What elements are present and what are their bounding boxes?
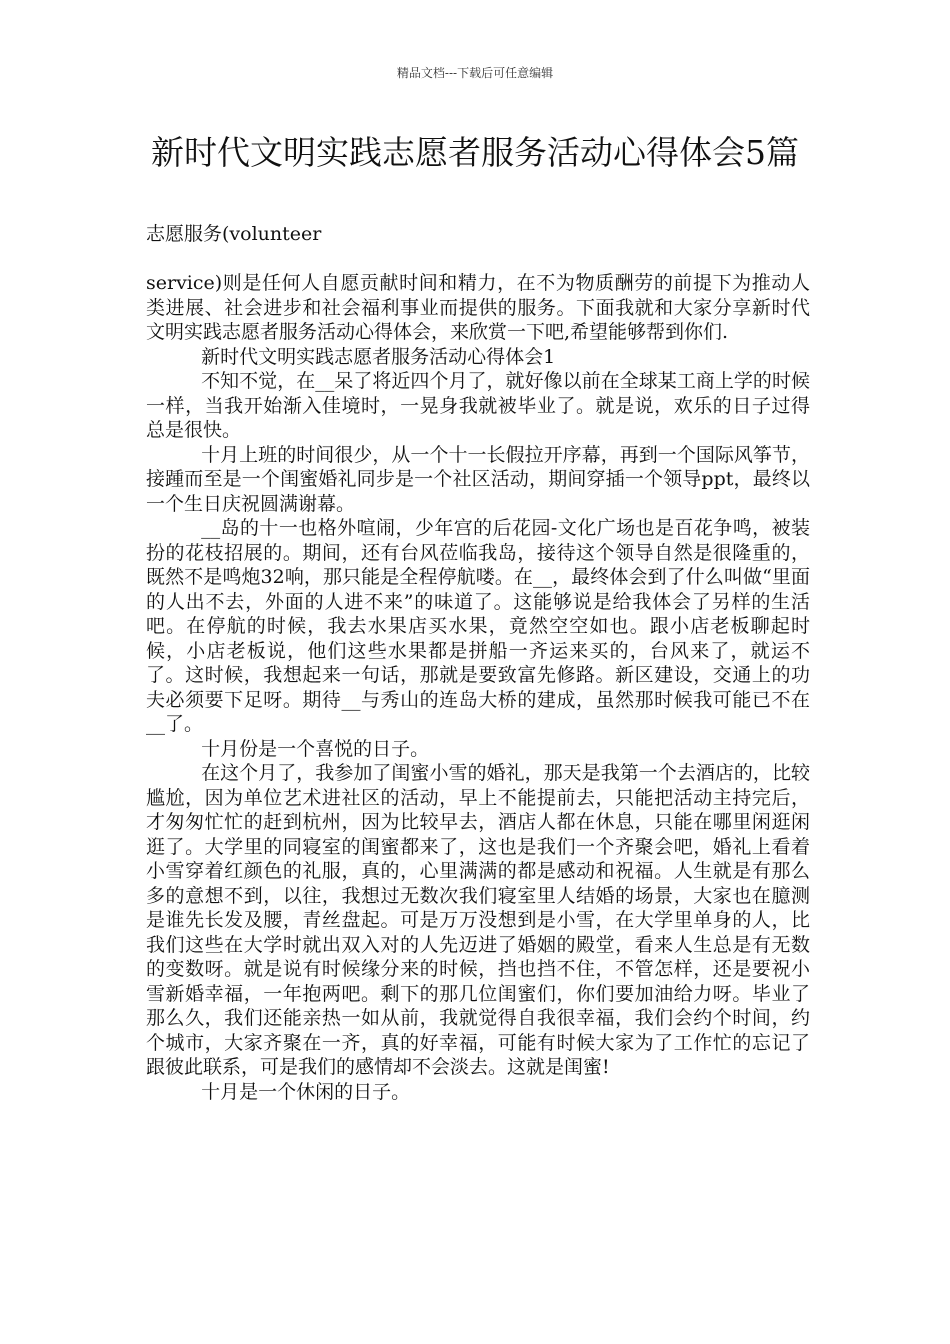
intro-heading: 志愿服务(volunteer bbox=[146, 223, 322, 245]
paragraph: 十月份是一个喜悦的日子。 bbox=[201, 737, 430, 760]
paragraph-intro: service)则是任何人自愿贡献时间和精力，在不为物质酬劳的前提下为推动人类进展、社会进步和社会福利事业而提供的服务。下面我就和大家分享新时代文明实践志愿者服务活动心得体会，来欣赏一下吧,希望能够帮到你们. bbox=[146, 272, 810, 343]
paragraph: 十月上班的时间很少，从一个十一长假拉开序幕，再到一个国际风筝节，接踵而至是一个闺蜜婚礼同步是一个社区活动，期间穿插一个领导ppt，最终以一个生日庆祝圆满谢幕。 bbox=[146, 443, 810, 515]
header-note: 精品文档---下载后可任意编辑 bbox=[396, 66, 554, 80]
section-heading: 新时代文明实践志愿者服务活动心得体会1 bbox=[201, 345, 556, 368]
paragraph: 不知不觉，在__呆了将近四个月了，就好像以前在全球某工商上学的时候一样，当我开始渐入佳境时，一晃身我就被毕业了。就是说，欢乐的日子过得总是很快。 bbox=[146, 370, 810, 441]
paragraph: 十月是一个休闲的日子。 bbox=[201, 1080, 411, 1103]
document-title: 新时代文明实践志愿者服务活动心得体会5篇 bbox=[151, 133, 799, 172]
paragraph: __岛的十一也格外喧闹，少年宫的后花园-文化广场也是百花争鸣，被装扮的花枝招展的。期间，还有台风莅临我岛，接待这个领导自然是很隆重的，既然不是鸣炮32响，那只能是全程停航喽。在__，最终体会到了什么叫做“里面的人出不去，外面的人进不来”的味道了。这能够说是给我体会了另样的生活吧。在停航的时候，我去水果店买水果，竟然空空如也。跟小店老板聊起时候，小店老板说，他们这些水果都是拼船一齐运来买的，台风来了，就运不了。这时候，我想起来一句话，那就是要致富先修路。新区建设，交通上的功夫必须要下足呀。期待__与秀山的连岛大桥的建成，虽然那时候我可能已不在__了。 bbox=[146, 517, 810, 735]
paragraph: 在这个月了，我参加了闺蜜小雪的婚礼，那天是我第一个去酒店的，比较尴尬，因为单位艺术进社区的活动，早上不能提前去，只能把活动主持完后，才匆匆忙忙的赶到杭州，因为比较早去，酒店人都在休息，只能在哪里闲逛闲逛了。大学里的同寝室的闺蜜都来了，这也是我们一个齐聚会吧，婚礼上看着小雪穿着红颜色的礼服，真的，心里满满的都是感动和祝福。人生就是有那么多的意想不到，以往，我想过无数次我们寝室里人结婚的场景，大家也在臆测是谁先长发及腰，青丝盘起。可是万万没想到是小雪，在大学里单身的人，比我们这些在大学时就出双入对的人先迈进了婚姻的殿堂，看来人生总是有无数的变数呀。就是说有时候缘分来的时候，挡也挡不住，不管怎样，还是要祝小雪新婚幸福，一年抱两吧。剩下的那几位闺蜜们，你们要加油给力呀。毕业了那么久，我们还能亲热一如从前，我就觉得自我很幸福，我们会约个时间，约个城市，大家齐聚在一齐，真的好幸福，可能有时候大家为了工作忙的忘记了跟彼此联系，可是我们的感情却不会淡去。这就是闺蜜! bbox=[146, 762, 810, 1078]
document-body bbox=[146, 222, 810, 1104]
